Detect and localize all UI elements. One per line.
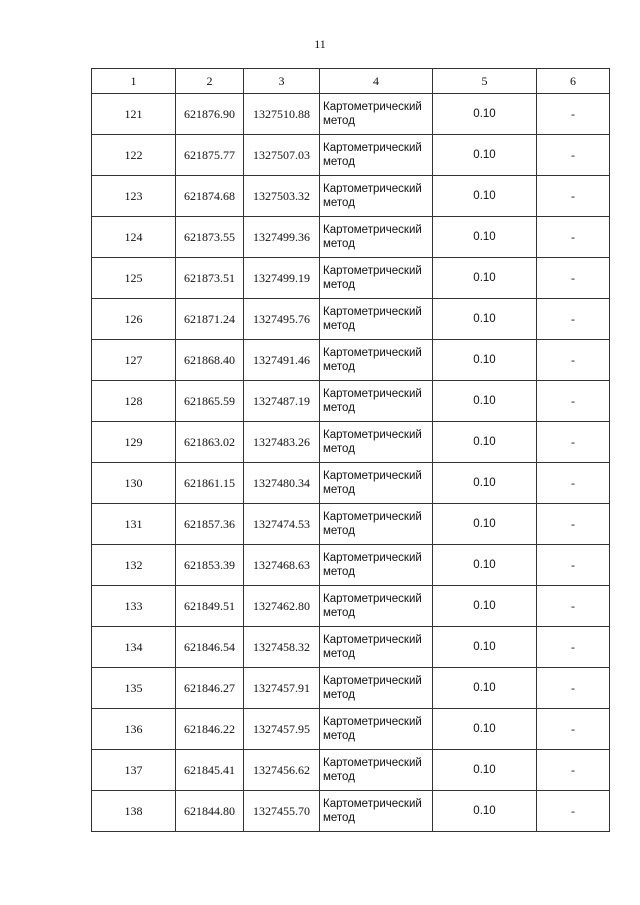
- x-coordinate-cell: 621849.51: [176, 586, 244, 627]
- y-coordinate-cell: 1327499.36: [244, 217, 320, 258]
- note-cell: -: [537, 422, 610, 463]
- point-number-cell: 132: [92, 545, 176, 586]
- method-cell: Картометрический метод: [320, 750, 433, 791]
- accuracy-cell: 0.10: [433, 750, 537, 791]
- accuracy-cell: 0.10: [433, 668, 537, 709]
- y-coordinate-cell: 1327480.34: [244, 463, 320, 504]
- note-cell: -: [537, 176, 610, 217]
- table-row: [92, 381, 610, 422]
- method-cell: Картометрический метод: [320, 422, 433, 463]
- y-coordinate-cell: 1327468.63: [244, 545, 320, 586]
- coordinates-table: [91, 68, 610, 832]
- table-row: [92, 422, 610, 463]
- x-coordinate-cell: 621861.15: [176, 463, 244, 504]
- accuracy-cell: 0.10: [433, 463, 537, 504]
- accuracy-cell: 0.10: [433, 135, 537, 176]
- point-number-cell: 135: [92, 668, 176, 709]
- y-coordinate-cell: 1327510.88: [244, 94, 320, 135]
- method-cell: Картометрический метод: [320, 586, 433, 627]
- accuracy-cell: 0.10: [433, 791, 537, 832]
- y-coordinate-cell: 1327507.03: [244, 135, 320, 176]
- note-cell: -: [537, 258, 610, 299]
- accuracy-cell: 0.10: [433, 709, 537, 750]
- table-header-row: [92, 69, 610, 94]
- note-cell: -: [537, 94, 610, 135]
- note-cell: -: [537, 791, 610, 832]
- method-cell: Картометрический метод: [320, 709, 433, 750]
- note-cell: -: [537, 135, 610, 176]
- accuracy-cell: 0.10: [433, 258, 537, 299]
- note-cell: -: [537, 545, 610, 586]
- method-cell: Картометрический метод: [320, 463, 433, 504]
- x-coordinate-cell: 621845.41: [176, 750, 244, 791]
- method-cell: Картометрический метод: [320, 340, 433, 381]
- column-header: 6: [537, 69, 610, 94]
- note-cell: -: [537, 299, 610, 340]
- accuracy-cell: 0.10: [433, 422, 537, 463]
- method-cell: Картометрический метод: [320, 627, 433, 668]
- table-row: [92, 340, 610, 381]
- x-coordinate-cell: 621873.55: [176, 217, 244, 258]
- x-coordinate-cell: 621844.80: [176, 791, 244, 832]
- table-row: [92, 504, 610, 545]
- point-number-cell: 131: [92, 504, 176, 545]
- method-cell: Картометрический метод: [320, 381, 433, 422]
- table-row: [92, 135, 610, 176]
- method-cell: Картометрический метод: [320, 94, 433, 135]
- table-row: [92, 258, 610, 299]
- x-coordinate-cell: 621865.59: [176, 381, 244, 422]
- point-number-cell: 123: [92, 176, 176, 217]
- accuracy-cell: 0.10: [433, 545, 537, 586]
- x-coordinate-cell: 621876.90: [176, 94, 244, 135]
- table-row: [92, 668, 610, 709]
- y-coordinate-cell: 1327457.91: [244, 668, 320, 709]
- method-cell: Картометрический метод: [320, 258, 433, 299]
- table-row: [92, 545, 610, 586]
- y-coordinate-cell: 1327458.32: [244, 627, 320, 668]
- x-coordinate-cell: 621863.02: [176, 422, 244, 463]
- method-cell: Картометрический метод: [320, 545, 433, 586]
- accuracy-cell: 0.10: [433, 299, 537, 340]
- y-coordinate-cell: 1327456.62: [244, 750, 320, 791]
- table-row: [92, 627, 610, 668]
- note-cell: -: [537, 750, 610, 791]
- y-coordinate-cell: 1327491.46: [244, 340, 320, 381]
- note-cell: -: [537, 504, 610, 545]
- point-number-cell: 127: [92, 340, 176, 381]
- x-coordinate-cell: 621857.36: [176, 504, 244, 545]
- accuracy-cell: 0.10: [433, 176, 537, 217]
- column-header: 3: [244, 69, 320, 94]
- table-row: [92, 94, 610, 135]
- note-cell: -: [537, 586, 610, 627]
- y-coordinate-cell: 1327457.95: [244, 709, 320, 750]
- point-number-cell: 121: [92, 94, 176, 135]
- column-header: 2: [176, 69, 244, 94]
- table-row: [92, 299, 610, 340]
- y-coordinate-cell: 1327474.53: [244, 504, 320, 545]
- method-cell: Картометрический метод: [320, 791, 433, 832]
- accuracy-cell: 0.10: [433, 217, 537, 258]
- method-cell: Картометрический метод: [320, 135, 433, 176]
- point-number-cell: 133: [92, 586, 176, 627]
- x-coordinate-cell: 621873.51: [176, 258, 244, 299]
- point-number-cell: 125: [92, 258, 176, 299]
- point-number-cell: 134: [92, 627, 176, 668]
- note-cell: -: [537, 627, 610, 668]
- y-coordinate-cell: 1327483.26: [244, 422, 320, 463]
- method-cell: Картометрический метод: [320, 668, 433, 709]
- y-coordinate-cell: 1327487.19: [244, 381, 320, 422]
- point-number-cell: 137: [92, 750, 176, 791]
- method-cell: Картометрический метод: [320, 504, 433, 545]
- point-number-cell: 136: [92, 709, 176, 750]
- table-row: [92, 176, 610, 217]
- point-number-cell: 126: [92, 299, 176, 340]
- x-coordinate-cell: 621868.40: [176, 340, 244, 381]
- point-number-cell: 130: [92, 463, 176, 504]
- table-row: [92, 586, 610, 627]
- table-row: [92, 463, 610, 504]
- table-row: [92, 709, 610, 750]
- x-coordinate-cell: 621846.54: [176, 627, 244, 668]
- note-cell: -: [537, 709, 610, 750]
- table-row: [92, 791, 610, 832]
- method-cell: Картометрический метод: [320, 176, 433, 217]
- accuracy-cell: 0.10: [433, 504, 537, 545]
- x-coordinate-cell: 621871.24: [176, 299, 244, 340]
- x-coordinate-cell: 621874.68: [176, 176, 244, 217]
- table-row: [92, 750, 610, 791]
- accuracy-cell: 0.10: [433, 586, 537, 627]
- note-cell: -: [537, 340, 610, 381]
- page-number: 11: [314, 37, 326, 51]
- column-header: 1: [92, 69, 176, 94]
- note-cell: -: [537, 463, 610, 504]
- note-cell: -: [537, 668, 610, 709]
- table-row: [92, 217, 610, 258]
- x-coordinate-cell: 621846.22: [176, 709, 244, 750]
- note-cell: -: [537, 381, 610, 422]
- note-cell: -: [537, 217, 610, 258]
- point-number-cell: 128: [92, 381, 176, 422]
- x-coordinate-cell: 621853.39: [176, 545, 244, 586]
- point-number-cell: 129: [92, 422, 176, 463]
- column-header: 5: [433, 69, 537, 94]
- x-coordinate-cell: 621875.77: [176, 135, 244, 176]
- y-coordinate-cell: 1327495.76: [244, 299, 320, 340]
- accuracy-cell: 0.10: [433, 94, 537, 135]
- y-coordinate-cell: 1327499.19: [244, 258, 320, 299]
- column-header: 4: [320, 69, 433, 94]
- x-coordinate-cell: 621846.27: [176, 668, 244, 709]
- point-number-cell: 122: [92, 135, 176, 176]
- y-coordinate-cell: 1327462.80: [244, 586, 320, 627]
- method-cell: Картометрический метод: [320, 217, 433, 258]
- point-number-cell: 124: [92, 217, 176, 258]
- y-coordinate-cell: 1327455.70: [244, 791, 320, 832]
- accuracy-cell: 0.10: [433, 340, 537, 381]
- accuracy-cell: 0.10: [433, 381, 537, 422]
- point-number-cell: 138: [92, 791, 176, 832]
- method-cell: Картометрический метод: [320, 299, 433, 340]
- y-coordinate-cell: 1327503.32: [244, 176, 320, 217]
- accuracy-cell: 0.10: [433, 627, 537, 668]
